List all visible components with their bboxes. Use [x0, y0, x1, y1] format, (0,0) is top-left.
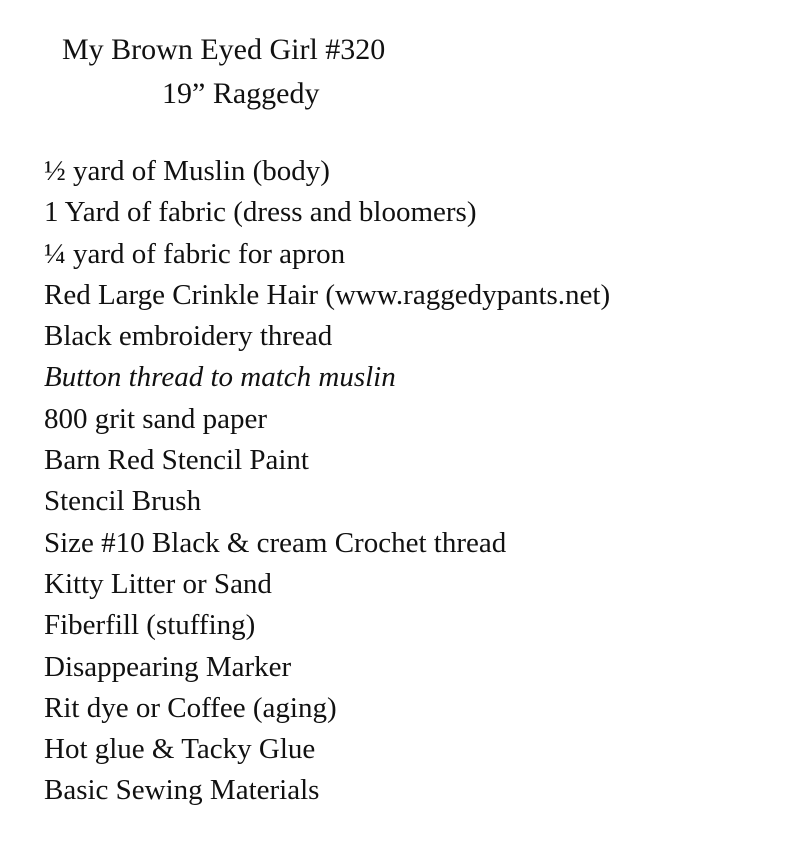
list-item: Basic Sewing Materials — [44, 774, 320, 807]
materials-list — [44, 151, 610, 812]
list-item: Barn Red Stencil Paint — [44, 444, 309, 477]
list-item: Stencil Brush — [44, 485, 202, 518]
list-item: Red Large Crinkle Hair (www.raggedypants.net) — [44, 278, 611, 311]
list-item: Rit dye or Coffee (aging) — [44, 691, 337, 724]
list-item: Hot glue & Tacky Glue — [44, 733, 316, 766]
list-item: ½ yard of Muslin (body) — [44, 155, 330, 187]
list-item: Kitty Litter or Sand — [44, 567, 272, 600]
list-item: Fiberfill (stuffing) — [44, 609, 256, 642]
list-item: Size #10 Black & cream Crochet thread — [44, 526, 507, 559]
list-item: Black embroidery thread — [44, 320, 333, 353]
pattern-subtitle: 19” Raggedy — [162, 77, 320, 110]
list-item: 1 Yard of fabric (dress and bloomers) — [44, 196, 477, 229]
pattern-title: My Brown Eyed Girl #320 — [62, 33, 386, 66]
list-item: Disappearing Marker — [44, 650, 292, 683]
list-item: Button thread to match muslin — [44, 361, 396, 394]
list-item: 800 grit sand paper — [44, 402, 268, 435]
list-item: ¼ yard of fabric for apron — [44, 237, 346, 270]
